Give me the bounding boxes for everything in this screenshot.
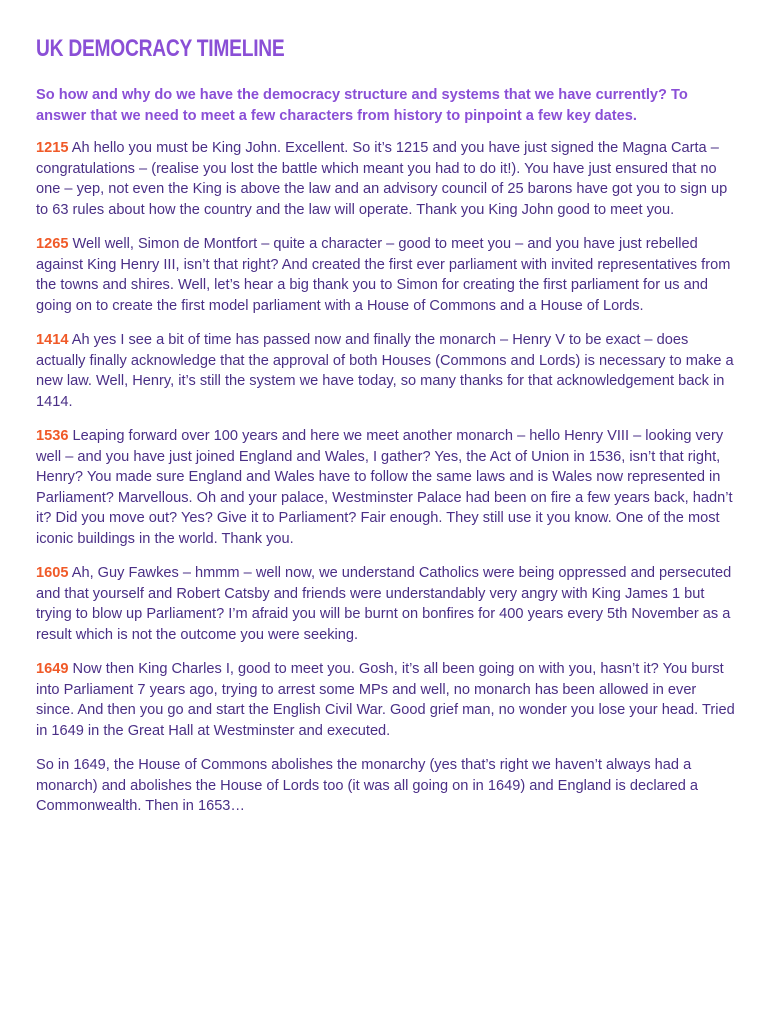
timeline-entry-1605 (36, 563, 736, 645)
entry-text: Well well, Simon de Montfort – quite a character – good to meet you – and you have just rebelled against King Henry III, isn’t that right? And created the first ever parliament with invited representatives from the towns and shires. Well, let’s hear a big thank you to Simon for creating the first parliament for us and going on to create the first model parliament with a House of Commons and a House of Lords. (36, 236, 731, 314)
timeline-entry-1215 (36, 138, 736, 220)
entry-text: Leaping forward over 100 years and here we meet another monarch – hello Henry VIII – looking very well – and you have just joined England and Wales, I gather? Yes, the Act of Union in 1536, isn’t that right, Henry? You made sure England and Wales have to follow the same laws and is Wales now represented in Parliament? Marvellous. Oh and your palace, Westminster Palace had been on fire a few years back, hadn’t it? Did you move out? Yes? Give it to Parliament? Fair enough. They still use it you know. One of the most iconic buildings in the world. Thank you. (36, 428, 733, 547)
timeline-entry-1536 (36, 426, 736, 549)
entry-text: Ah hello you must be King John. Excellent. So it’s 1215 and you have just signed the Magna Carta – congratulations – (realise you lost the battle which meant you had to do it!). You have just ensured that no one – yep, not even the King is above the law and an advisory council of 25 barons have got you to sign up to 63 rules about how the country and the law will operate. Thank you King John good to meet you. (36, 140, 728, 218)
timeline-entry-1649 (36, 659, 736, 741)
year-label: 1536 (36, 428, 69, 444)
timeline-page (36, 34, 736, 831)
year-label: 1265 (36, 236, 69, 252)
year-label: 1215 (36, 140, 69, 156)
intro-paragraph: So how and why do we have the democracy structure and systems that we have currently? To answer that we need to meet a few characters from history to pinpoint a few key dates. (36, 87, 688, 124)
year-label: 1649 (36, 661, 69, 677)
year-label: 1605 (36, 565, 69, 581)
page-title: UK DEMOCRACY TIMELINE (36, 35, 285, 62)
closing-paragraph: So in 1649, the House of Commons abolishes the monarchy (yes that’s right we haven’t always had a monarch) and abolishes the House of Lords too (it was all going on in 1649) and England is declared a Commonwealth. Then in 1653… (36, 757, 698, 814)
timeline-entry-1265 (36, 234, 736, 316)
year-label: 1414 (36, 332, 69, 348)
entry-text: Now then King Charles I, good to meet you. Gosh, it’s all been going on with you, hasn’t it? You burst into Parliament 7 years ago, trying to arrest some MPs and well, no monarch has been allowed in ever since. And then you go and start the English Civil War. Good grief man, no wonder you lose your head. Tried in 1649 in the Great Hall at Westminster and executed. (36, 661, 735, 739)
timeline-entry-1414 (36, 330, 736, 412)
entry-text: Ah, Guy Fawkes – hmmm – well now, we understand Catholics were being oppressed and persecuted and that yourself and Robert Catsby and friends were understandably very angry with King James 1 but trying to blow up Parliament? I’m afraid you will be burnt on bonfires for 400 years every 5th November as a result which is not the outcome you were seeking. (36, 565, 732, 643)
entry-text: Ah yes I see a bit of time has passed now and finally the monarch – Henry V to be exact – does actually finally acknowledge that the approval of both Houses (Commons and Lords) is necessary to make a new law. Well, Henry, it’s still the system we have today, so many thanks for that acknowledgement back in 1414. (36, 332, 734, 410)
